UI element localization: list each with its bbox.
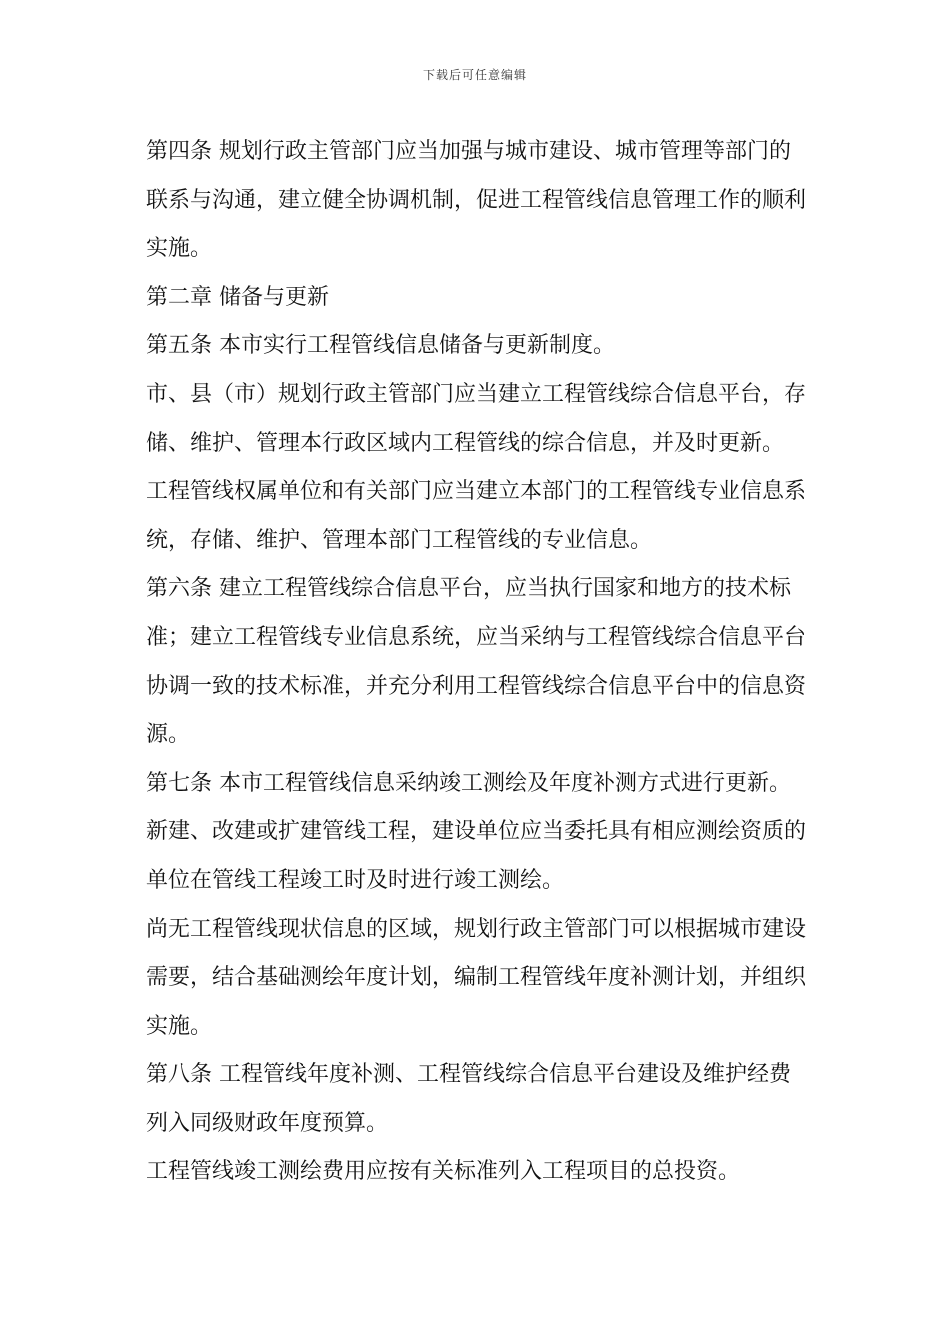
article-5-clause-2: 市、县（市）规划行政主管部门应当建立工程管线综合信息平台，存储、维护、管理本行政区域内工程管线的综合信息，并及时更新。 [146,381,807,456]
chapter-lead: 第二章 [146,284,213,310]
article-text: 规划行政主管部门应当加强与城市建设、城市管理等部门的联系与沟通，建立健全协调机制，促进工程管线信息管理工作的顺利实施。 [146,139,807,262]
article-5-paragraph [146,322,810,371]
article-lead: 第四条 [146,139,213,164]
article-text: 本市工程管线信息采纳竣工测绘及年度补测方式进行更新。 [219,770,792,796]
article-text: 建立工程管线综合信息平台，应当执行国家和地方的技术标准；建立工程管线专业信息系统，应当采纳与工程管线综合信息平台协调一致的技术标准，并充分利用工程管线综合信息平台中的信息资源。 [146,576,807,748]
article-lead: 第八条 [146,1062,213,1088]
chapter-title: 储备与更新 [219,284,330,310]
article-8-paragraph [146,1051,810,1148]
article-text: 工程管线年度补测、工程管线综合信息平台建设及维护经费列入同级财政年度预算。 [146,1062,792,1136]
article-4-paragraph [146,128,810,274]
article-lead: 第七条 [146,770,213,796]
article-lead: 第六条 [146,576,213,602]
chapter-2-heading [146,274,810,323]
article-7-paragraph [146,760,810,809]
article-7-clause-3: 尚无工程管线现状信息的区域，规划行政主管部门可以根据城市建设需要，结合基础测绘年度计划，编制工程管线年度补测计划，并组织实施。 [146,916,807,1039]
article-8-clause-2: 工程管线竣工测绘费用应按有关标准列入工程项目的总投资。 [146,1159,741,1185]
page-header-note: 下载后可任意编辑 [422,68,527,82]
article-text: 本市实行工程管线信息储备与更新制度。 [219,333,616,359]
article-lead: 第五条 [146,333,213,359]
document-body [146,128,810,1197]
article-5-clause-3: 工程管线权属单位和有关部门应当建立本部门的工程管线专业信息系统，存储、维护、管理本部门工程管线的专业信息。 [146,479,807,553]
article-7-clause-2: 新建、改建或扩建管线工程，建设单位应当委托具有相应测绘资质的单位在管线工程竣工时及时进行竣工测绘。 [146,819,807,893]
article-6-paragraph [146,565,810,759]
